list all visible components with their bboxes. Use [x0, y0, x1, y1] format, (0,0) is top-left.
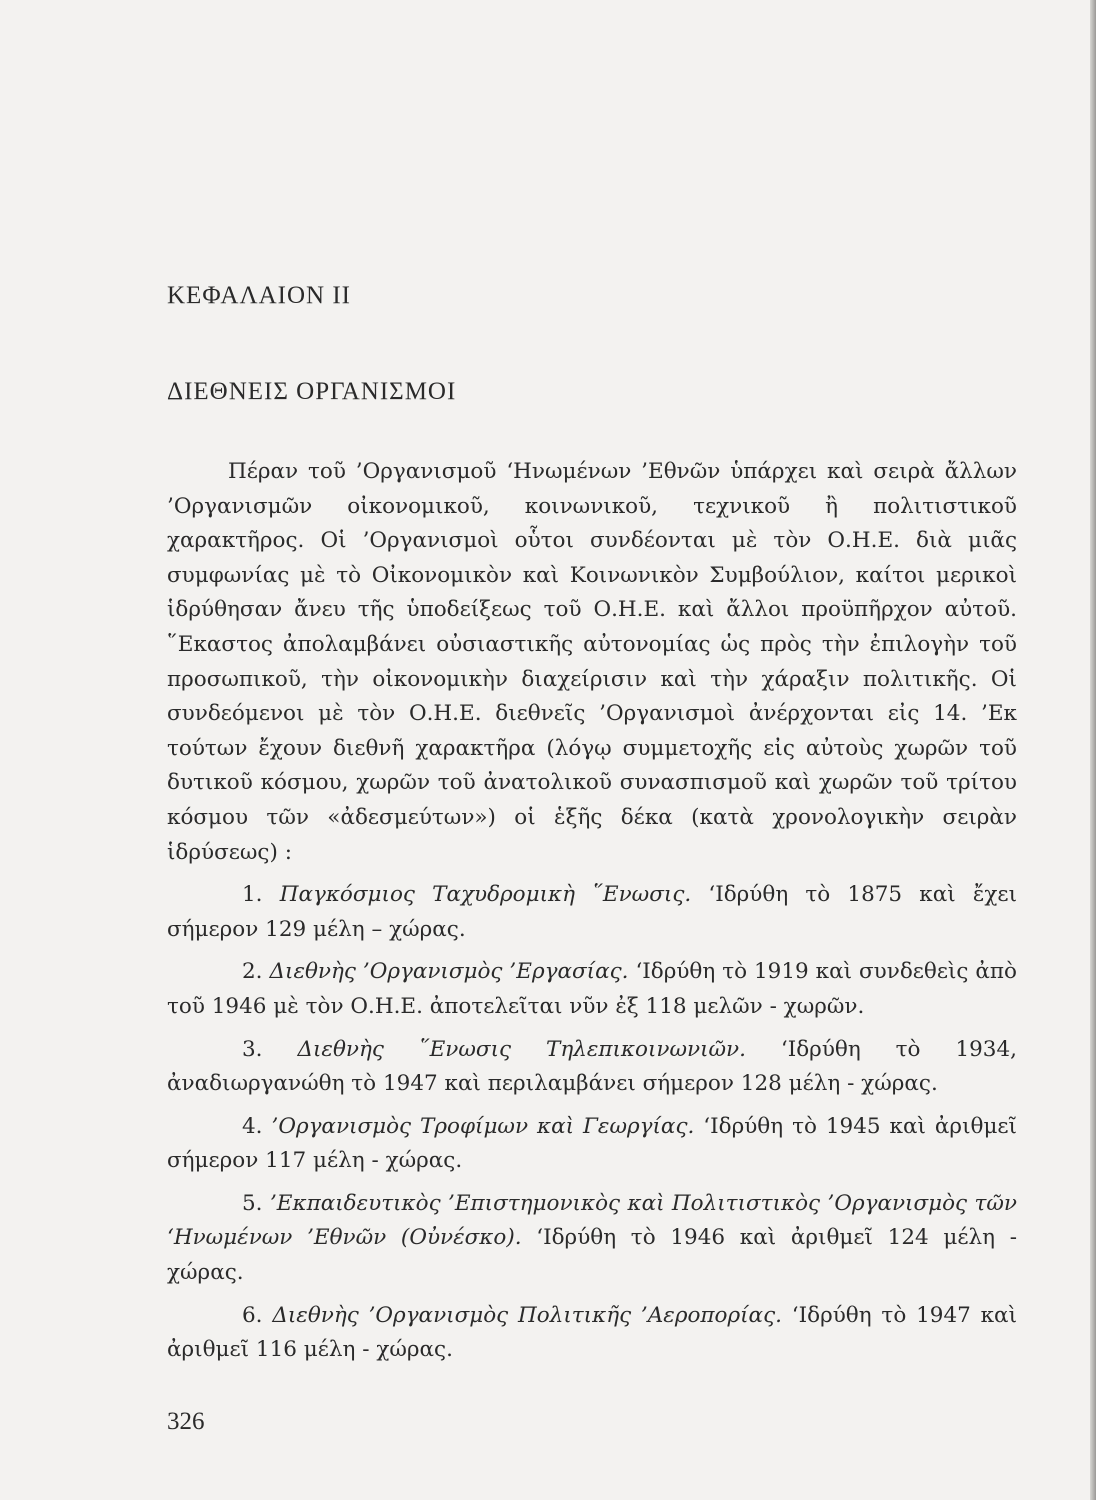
body-text — [167, 455, 1017, 1368]
organization-name: ’Εκπαιδευτικὸς ’Επιστημονικὸς καὶ Πολιτιστικὸς ’Οργανισμὸς τῶν ‘Ηνωμένων ’Εθνῶν (Οὐνέσκο). — [167, 1190, 1018, 1251]
list-item — [167, 1299, 1017, 1368]
item-text: ‘Ιδρύθη τὸ 1946 καὶ ἀριθμεῖ 124 μέλη - χώρας. — [167, 1225, 1017, 1286]
organization-name: ’Οργανισμὸς Τροφίμων καὶ Γεωργίας. — [271, 1113, 695, 1139]
section-title: ΔΙΕΘΝΕΙΣ ΟΡΓΑΝΙΣΜΟΙ — [167, 378, 457, 405]
item-text: ‘Ιδρύθη τὸ 1947 καὶ ἀριθμεῖ 116 μέλη - χώρας. — [167, 1302, 1018, 1363]
organization-name: Παγκόσμιος Ταχυδρομικὴ ῞Ενωσις. — [279, 882, 692, 908]
list-item — [167, 1110, 1017, 1179]
item-number: 2. — [242, 959, 263, 985]
list-item — [167, 878, 1017, 947]
page-number: 326 — [167, 1408, 205, 1435]
intro-paragraph: Πέραν τοῦ ’Οργανισμοῦ ‘Ηνωμένων ’Εθνῶν ὑπάρχει καὶ σειρὰ ἄλλων ’Οργανισμῶν οἰκονομικοῦ, κοινωνικοῦ, τεχνικοῦ ἢ πολιτιστικοῦ χαρακτῆρος. Οἱ ’Οργανισμοὶ οὗτοι συνδέονται μὲ τὸν Ο.Η.Ε. διὰ μιᾶς συμφωνίας μὲ τὸ Οἰκονομικὸν καὶ Κοινωνικὸν Συμβούλιον, καίτοι μερικοὶ ἱδρύθησαν ἄνευ τῆς ὑποδείξεως τοῦ Ο.Η.Ε. καὶ ἄλλοι προϋπῆρχον αὐτοῦ. ῞Εκαστος ἀπολαμβάνει οὐσιαστικῆς αὐτονομίας ὡς πρὸς τὴν ἐπιλογὴν τοῦ προσωπικοῦ, τὴν οἰκονομικὴν διαχείρισιν καὶ τὴν χάραξιν πολιτικῆς. Οἱ συνδεόμενοι μὲ τὸν Ο.Η.Ε. διεθνεῖς ’Οργανισμοὶ ἀνέρχονται εἰς 14. ’Εκ τούτων ἔχουν διεθνῆ χαρακτῆρα (λόγῳ συμμετοχῆς εἰς αὐτοὺς χωρῶν τοῦ δυτικοῦ κόσμου, χωρῶν τοῦ ἀνατολικοῦ συνασπισμοῦ καὶ χωρῶν τοῦ τρίτου κόσμου τῶν «ἀδεσμεύτων») οἱ ἑξῆς δέκα (κατὰ χρονολογικὴν σειρὰν ἱδρύσεως) : — [167, 459, 1017, 865]
item-number: 6. — [242, 1302, 263, 1328]
item-text: ‘Ιδρύθη τὸ 1875 καὶ ἔχει σήμερον 129 μέλη – χώρας. — [167, 882, 1017, 942]
organization-name: Διεθνὴς ’Οργανισμὸς Πολιτικῆς ’Αεροπορίας. — [272, 1302, 782, 1328]
item-number: 5. — [242, 1190, 263, 1216]
item-text: ‘Ιδρύθη τὸ 1919 καὶ συνδεθεὶς ἀπὸ τοῦ 1946 μὲ τὸν Ο.Η.Ε. ἀποτελεῖται νῦν ἐξ 118 μελῶν - χωρῶν. — [167, 959, 1018, 1019]
list-item — [167, 1033, 1017, 1102]
item-number: 3. — [242, 1036, 263, 1062]
item-text: ‘Ιδρύθη τὸ 1945 καὶ ἀριθμεῖ σήμερον 117 μέλη - χώρας. — [167, 1113, 1017, 1174]
page-edge — [1090, 0, 1096, 1500]
list-item — [167, 955, 1017, 1024]
organization-name: Διεθνὴς ῞Ενωσις Τηλεπικοινωνιῶν. — [297, 1036, 746, 1062]
chapter-heading: ΚΕΦΑΛΑΙΟΝ ΙΙ — [167, 282, 351, 309]
item-number: 4. — [242, 1113, 263, 1139]
organization-name: Διεθνὴς ’Οργανισμὸς ’Εργασίας. — [269, 959, 629, 985]
item-text: ‘Ιδρύθη τὸ 1934, ἀναδιωργανώθη τὸ 1947 καὶ περιλαμβάνει σήμερον 128 μέλη - χώρας. — [167, 1036, 1017, 1097]
list-item — [167, 1187, 1017, 1291]
item-number: 1. — [242, 882, 263, 908]
